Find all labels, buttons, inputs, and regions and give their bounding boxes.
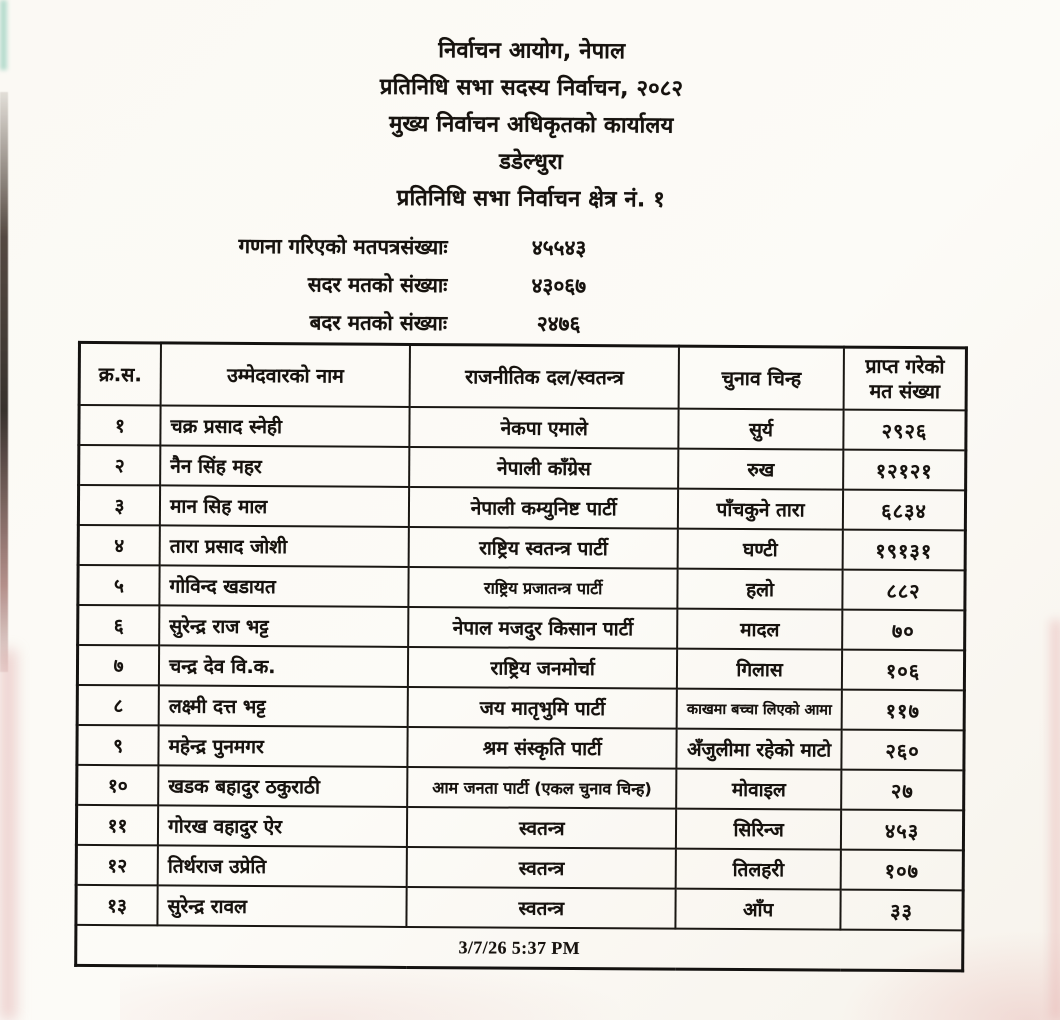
col-header-symbol: चुनाव चिन्ह bbox=[679, 346, 844, 410]
cell-symbol: हलो bbox=[677, 569, 842, 610]
header-line-commission: निर्वाचन आयोग, नेपाल bbox=[438, 38, 626, 65]
cell-party: आम जनता पार्टी (एकल चुनाव चिन्ह) bbox=[407, 767, 676, 809]
summary-value: २४७६ bbox=[536, 311, 581, 336]
col-header-sn: क्र.स. bbox=[79, 342, 161, 405]
summary-label: सदर मतको संख्याः bbox=[307, 272, 448, 298]
cell-symbol: मादल bbox=[677, 609, 842, 650]
cell-serial-number: ५ bbox=[78, 565, 160, 605]
cell-symbol: सुर्य bbox=[678, 409, 843, 450]
document-header bbox=[1, 29, 1060, 220]
table-footer-row bbox=[76, 925, 963, 971]
cell-symbol: अँजुलीमा रहेको माटो bbox=[677, 729, 842, 770]
cell-symbol: सिरिन्ज bbox=[676, 809, 841, 850]
cell-symbol: मोवाइल bbox=[676, 769, 841, 810]
cell-party: श्रम संस्कृति पार्टी bbox=[408, 727, 677, 769]
table-row bbox=[78, 485, 965, 530]
cell-votes: ११७ bbox=[842, 690, 965, 731]
cell-votes: २९२६ bbox=[843, 410, 966, 451]
vote-summary bbox=[95, 231, 671, 349]
cell-candidate-name: चन्द्र देव वि.क. bbox=[159, 645, 408, 687]
cell-candidate-name: तारा प्रसाद जोशी bbox=[160, 525, 409, 567]
cell-candidate-name: मान सिह माल bbox=[160, 485, 409, 527]
table-row bbox=[76, 845, 963, 890]
cell-symbol: तिलहरी bbox=[676, 849, 841, 890]
header-line-constituency: प्रतिनिधि सभा निर्वाचन क्षेत्र नं. १ bbox=[396, 185, 666, 213]
cell-votes: ४५३ bbox=[841, 810, 964, 851]
cell-party: नेकपा एमाले bbox=[410, 407, 679, 449]
cell-symbol: आँप bbox=[676, 889, 841, 930]
cell-party: नेपाली काँग्रेस bbox=[409, 447, 678, 489]
cell-votes: ३३ bbox=[840, 890, 963, 931]
results-table-body bbox=[76, 405, 966, 930]
header-line-office: मुख्य निर्वाचन अधिकृतको कार्यालय bbox=[389, 111, 674, 139]
cell-votes: ८८२ bbox=[842, 570, 965, 611]
cell-candidate-name: सुरेन्द्र रावल bbox=[158, 885, 407, 927]
cell-party: राष्ट्रिय स्वतन्त्र पार्टी bbox=[409, 527, 678, 569]
col-header-votes: प्राप्त गरेको मत संख्या bbox=[844, 347, 967, 410]
summary-label: गणना गरिएको मतपत्रसंख्याः bbox=[238, 233, 448, 260]
summary-label: बदर मतको संख्याः bbox=[309, 310, 448, 336]
table-row bbox=[79, 445, 966, 490]
table-row bbox=[78, 565, 965, 610]
table-row bbox=[77, 645, 964, 690]
cell-serial-number: ६ bbox=[78, 605, 160, 645]
cell-votes: ७० bbox=[842, 610, 965, 651]
summary-value: ४५५४३ bbox=[531, 235, 587, 261]
cell-serial-number: ७ bbox=[77, 645, 159, 685]
summary-value: ४३०६७ bbox=[531, 273, 587, 299]
header-line-election: प्रतिनिधि सभा सदस्य निर्वाचन, २०८२ bbox=[379, 74, 684, 102]
cell-serial-number: २ bbox=[79, 445, 161, 485]
table-row bbox=[78, 605, 965, 650]
cell-party: राष्ट्रिय प्रजातन्त्र पार्टी bbox=[409, 567, 678, 609]
results-table-header bbox=[79, 342, 966, 410]
cell-party: जय मातृभुमि पार्टी bbox=[408, 687, 677, 729]
col-header-name: उम्मेदवारको नाम bbox=[161, 343, 411, 407]
summary-row-counted bbox=[95, 231, 670, 273]
cell-party: स्वतन्त्र bbox=[407, 847, 676, 889]
print-datetime: 3/7/26 5:37 PM bbox=[76, 925, 963, 971]
table-row bbox=[76, 885, 963, 930]
header-line-district: डडेल्धुरा bbox=[499, 149, 564, 175]
cell-serial-number: ८ bbox=[77, 685, 159, 725]
cell-votes: २७ bbox=[841, 770, 964, 811]
table-row bbox=[77, 725, 964, 770]
cell-votes: २६० bbox=[841, 730, 964, 771]
cell-symbol: पाँचकुने तारा bbox=[678, 489, 843, 530]
cell-candidate-name: चक्र प्रसाद स्नेही bbox=[160, 405, 409, 447]
cell-candidate-name: महेन्द्र पुनमगर bbox=[158, 725, 407, 767]
cell-candidate-name: लक्ष्मी दत्त भट्ट bbox=[159, 685, 408, 727]
results-table bbox=[74, 341, 968, 972]
col-header-party: राजनीतिक दल/स्वतन्त्र bbox=[410, 344, 679, 408]
cell-symbol: रुख bbox=[678, 449, 843, 490]
cell-serial-number: ४ bbox=[78, 525, 160, 565]
cell-serial-number: ३ bbox=[78, 485, 160, 525]
cell-serial-number: १ bbox=[79, 405, 161, 445]
cell-candidate-name: सुरेन्द्र राज भट्ट bbox=[159, 605, 408, 647]
cell-serial-number: १३ bbox=[76, 885, 158, 925]
cell-party: स्वतन्त्र bbox=[407, 807, 676, 849]
cell-votes: १०७ bbox=[841, 850, 964, 891]
cell-votes: १९१३१ bbox=[843, 530, 966, 571]
cell-symbol: काखमा बच्चा लिएको आमा bbox=[677, 689, 842, 730]
table-row bbox=[77, 765, 964, 810]
cell-party: स्वतन्त्र bbox=[407, 887, 676, 929]
cell-candidate-name: गोरख वहादुर ऐर bbox=[158, 805, 407, 847]
table-row bbox=[78, 525, 965, 570]
cell-symbol: घण्टी bbox=[678, 529, 843, 570]
cell-candidate-name: नैन सिंह महर bbox=[160, 445, 409, 487]
cell-votes: ६८३४ bbox=[843, 490, 966, 531]
cell-votes: १२१२१ bbox=[843, 450, 966, 491]
cell-serial-number: ११ bbox=[76, 805, 158, 845]
cell-candidate-name: खडक बहादुर ठकुराठी bbox=[158, 765, 407, 807]
cell-serial-number: १२ bbox=[76, 845, 158, 885]
table-row bbox=[76, 805, 963, 850]
cell-candidate-name: तिर्थराज उप्रेति bbox=[158, 845, 407, 887]
table-row bbox=[77, 685, 964, 730]
cell-votes: १०६ bbox=[842, 650, 965, 691]
cell-serial-number: ९ bbox=[77, 725, 159, 765]
results-table-footer bbox=[76, 925, 963, 971]
cell-party: राष्ट्रिय जनमोर्चा bbox=[408, 647, 677, 689]
cell-party: नेपाली कम्युनिष्ट पार्टी bbox=[409, 487, 678, 529]
cell-candidate-name: गोविन्द खडायत bbox=[159, 565, 408, 607]
cell-party: नेपाल मजदुर किसान पार्टी bbox=[408, 607, 677, 649]
table-row bbox=[79, 405, 966, 450]
cell-symbol: गिलास bbox=[677, 649, 842, 690]
summary-row-valid bbox=[95, 269, 670, 311]
cell-serial-number: १० bbox=[77, 765, 159, 805]
